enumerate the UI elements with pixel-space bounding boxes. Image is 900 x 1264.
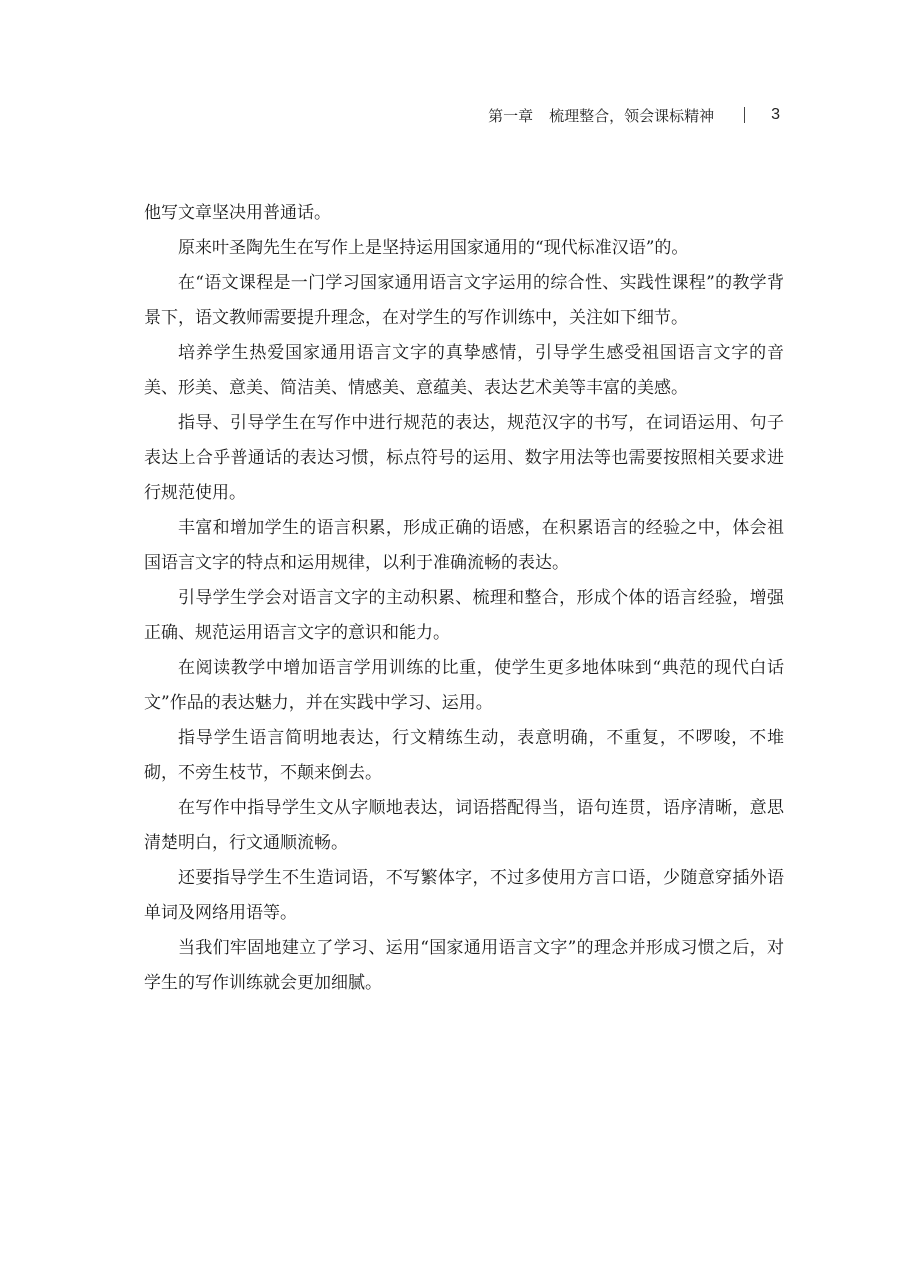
paragraph: 还要指导学生不生造词语，不写繁体字，不过多使用方言口语，少随意穿插外语单词及网络用语等。: [144, 868, 784, 923]
running-header: [488, 103, 780, 127]
body-text: [144, 196, 784, 1001]
paragraph: 丰富和增加学生的语言积累，形成正确的语感，在积累语言的经验之中，体会祖国语言文字的特点和运用规律，以利于准确流畅的表达。: [144, 518, 784, 573]
paragraph: 指导、引导学生在写作中进行规范的表达，规范汉字的书写，在词语运用、句子表达上合乎普通话的表达习惯，标点符号的运用、数字用法等也需要按照相关要求进行规范使用。: [144, 413, 784, 503]
chapter-number: 第一章: [488, 106, 534, 125]
paragraph: 在写作中指导学生文从字顺地表达，词语搭配得当，语句连贯，语序清晰，意思清楚明白，行文通顺流畅。: [144, 798, 784, 853]
page-number: 3: [771, 106, 780, 123]
paragraph: 引导学生学会对语言文字的主动积累、梳理和整合，形成个体的语言经验，增强正确、规范运用语言文字的意识和能力。: [144, 588, 784, 643]
paragraph: 他写文章坚决用普通话。: [144, 203, 331, 223]
paragraph: 指导学生语言简明地表达，行文精练生动，表意明确，不重复，不啰唆，不堆砌，不旁生枝节，不颠来倒去。: [144, 728, 784, 783]
paragraph: 在阅读教学中增加语言学用训练的比重，使学生更多地体味到“典范的现代白话文”作品的表达魅力，并在实践中学习、运用。: [144, 658, 784, 713]
paragraph: 原来叶圣陶先生在写作上是坚持运用国家通用的“现代标准汉语”的。: [178, 238, 689, 258]
header-divider: [744, 107, 745, 123]
paragraph: 培养学生热爱国家通用语言文字的真挚感情，引导学生感受祖国语言文字的音美、形美、意美、简洁美、情感美、意蕴美、表达艺术美等丰富的美感。: [144, 343, 784, 398]
paragraph: 在“语文课程是一门学习国家通用语言文字运用的综合性、实践性课程”的教学背景下，语文教师需要提升理念，在对学生的写作训练中，关注如下细节。: [144, 273, 784, 328]
chapter-title: 梳理整合，领会课标精神: [549, 106, 715, 125]
paragraph: 当我们牢固地建立了学习、运用“国家通用语言文字”的理念并形成习惯之后，对学生的写作训练就会更加细腻。: [144, 938, 784, 993]
